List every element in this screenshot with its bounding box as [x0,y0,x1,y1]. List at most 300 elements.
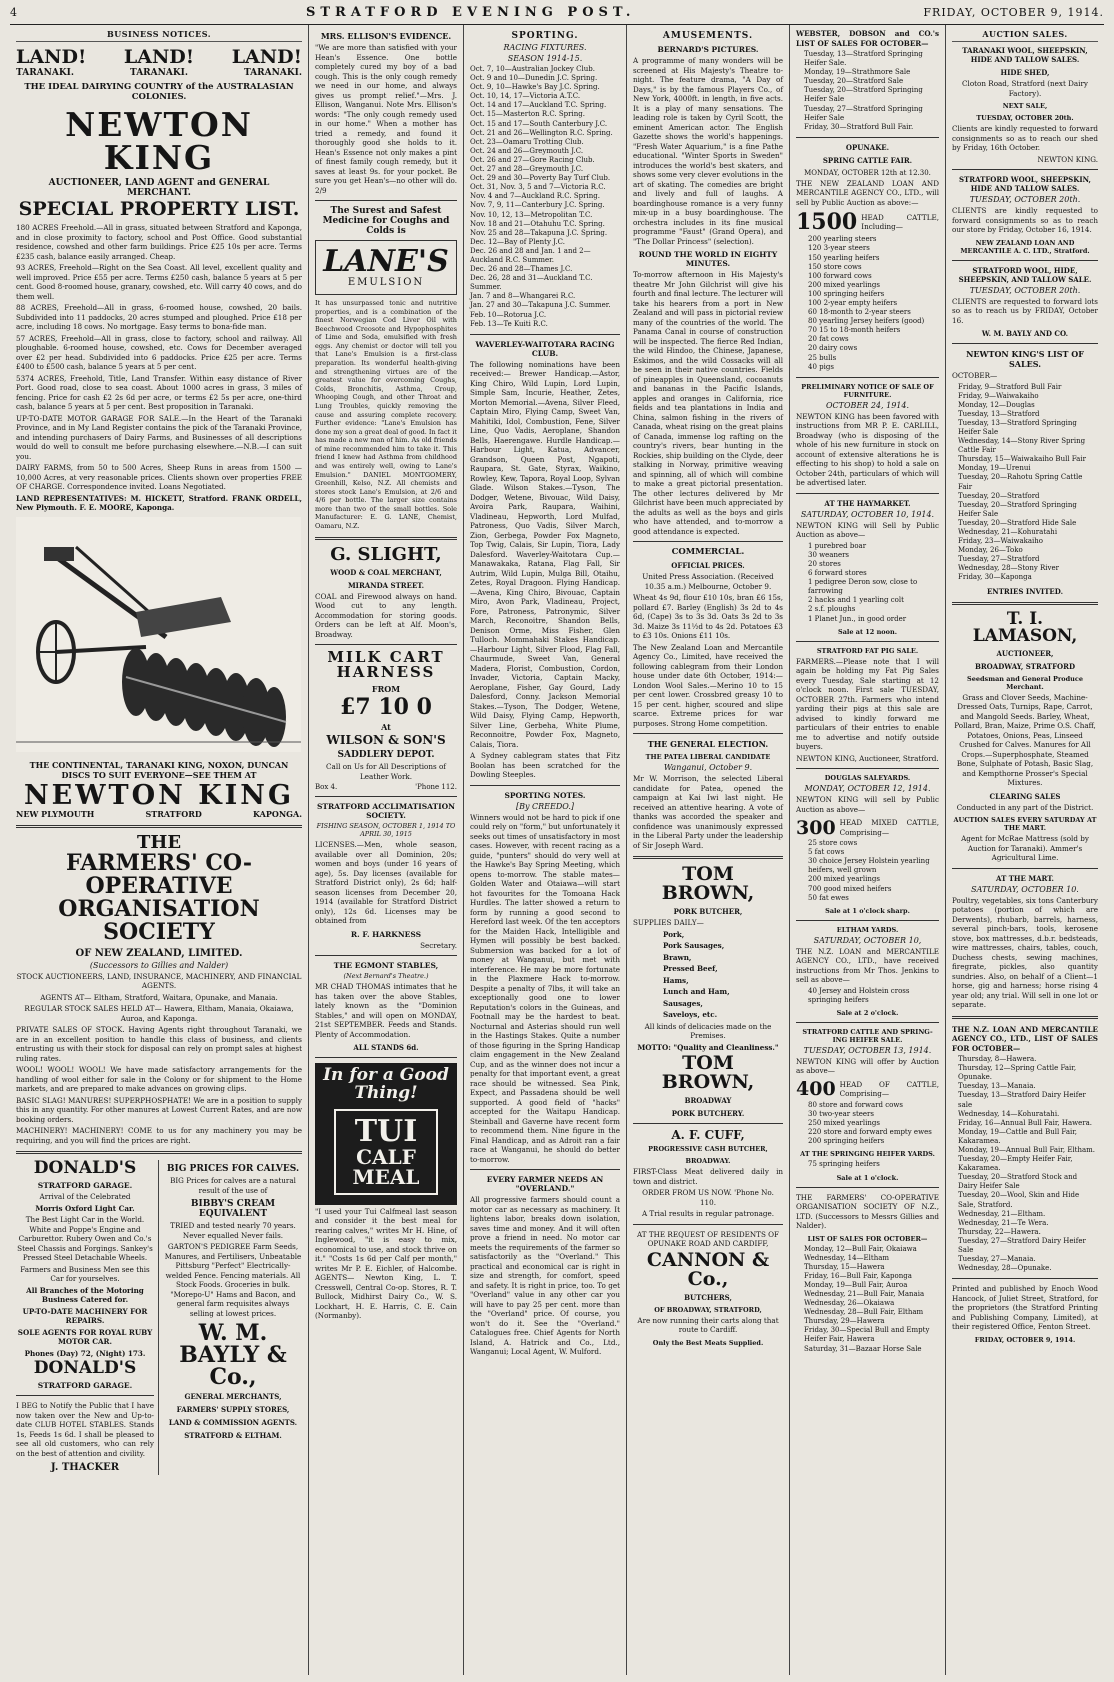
ww-title: WAVERLEY-WAITOTARA RACING CLUB. [475,339,615,358]
nk-item: Tuesday, 20—Stratford Hide Sale [958,518,1077,527]
hay-item: 30 weaners [808,550,850,559]
divider [633,1224,783,1225]
cattle-item: 200 mixed yearlings [808,280,880,289]
fixture-item: Nov. 10, 12, 13—Metropolitan T.C. [470,210,593,219]
property-item: UP-TO-DATE MOTOR GARAGE FOR SALE.—In the Heart of the Taranaki Province, and in My Land Register contains the pick of the Taranaki Province, and intending purchasers of Dairy Farms, and Businesses of all descriptions would do well to consult me before purchasing elsewhere.—N.B.—I can suit you. [16,413,302,461]
column-4 [627,25,790,1675]
fco-title: LIST OF SALES FOR OCTOBER— [807,1234,928,1243]
patea-place: Wanganui, October 9. [663,763,753,772]
bayly-line: FARMERS' SUPPLY STORES, [176,1405,290,1415]
upa-line: United Press Association. (Received 10.35 a.m.) Melbourne, October 9. [642,572,774,591]
shy-item: 75 springing heifers [808,1160,880,1169]
fixture-item: Nov. 7, 9, 11—Canterbury J.C. Spring. [470,201,605,210]
eltham-title: ELTHAM YARDS. [836,925,899,934]
fco-item: Friday, 16—Bull Fair, Kaponga [804,1271,912,1280]
divider [315,200,457,201]
notes-text: Winners would not be hard to pick if one could rely on "form," but unfortunately it seeks out times of unsatisfactory in most cases. However, with recent racing as a guide, "punters" should do very well at the Hawke's Bay Spring Meeting, which opens to-morrow. The stable mates—Golden Water and Otaiawa—will start hot favourites for the Tomoana Hack Hurdles. The latter showed a return to form by running a good second to Hereford last week. Of the ten acceptors for the Maiden Hack, Intelligible and Hymen will possibly be best backed. Submersion was backed for a lot of money at Wanganui, but met with interference. He may be more fortunate in the Plaxmere Hack to-morrow. Despite a penalty of 7lbs, it will take an exceptionally good one to lower Reputation's colors in the Guineas, and Footnall may be the hardest to beat. Nocturnal and Asterias should run well in the Hastings Stakes. Quite a number of those figuring in the Spring Handicap claim engagement in the New Zealand Cup, and as the winner does not incur a penalty for that important event, a great race should be witnessed. Sea Pink, Expect, and Passadena should be well supported. A good field of "hacks" accepted for the Waitapu Handicap. Steinball and Gaverne have recent form to recommend them. Nine figure in the Final Handicap, and as Adroit ran a fair race at Wanganui, he should do better to-morrow. [470,812,620,1164]
nzlm-text: THE NEW ZEALAND LOAN AND MERCANTILE AGENCY CO., LTD., will sell by Public Auction as above:— [796,178,939,207]
town-stratford: STRATFORD [145,808,202,819]
shy-title: AT THE SPRINGING HEIFER YARDS. [800,1150,935,1159]
bayly-line: STRATFORD & ELTHAM. [184,1431,282,1441]
nzl-item: Thursday, 22—Hawera. [958,1227,1041,1236]
taranaki-word-3: TARANAKI. [243,68,302,78]
fixture-item: Dec. 26 and 28—Thames J.C. [470,265,573,274]
hay-item: 1 Planet Jun., in good order [808,614,907,623]
prelim-title: PRELIMINARY NOTICE OF SALE OF FURNITURE. [801,382,934,399]
lamason-trade: Seedsman and General Produce Merchant. [967,674,1083,691]
lanes-logo [315,240,457,295]
oct-24: OCTOBER 24, 1914. [825,400,910,410]
amusements-title: AMUSEMENTS. [662,31,754,41]
cattle-number: 1500 [796,209,858,236]
tui-text: "I used your Tui Calfmeal last season and consider it the best meal for rearing calves," writes Mr H. Hine, of Inglewood, "it is easy to mix, economical to use, and stock thrive on it." "Costs 1s 6d per Calf per month," writes Mr P. E. Eichler, of Halcombe. AGENTS— Newton King, L. T. Cresswell, Central Co-op. Stores, R. T. Bullock, Midhirst Dairy Co., W. S. Lockhart, H. E. Harris, C. E. Cain (Normanby). [315,1206,457,1321]
property-list [16,223,302,513]
cattle-head: HEAD CATTLE, Including— [861,212,939,232]
milk-contact [315,783,457,791]
patea-title: THE PATEA LIBERAL CANDIDATE [645,753,771,761]
lanes-name: LANE'S [323,244,449,279]
douglas-number: 300 [796,816,836,839]
sccf-item: 200 springing heifers [808,1137,885,1146]
nzl-item: Tuesday, 13—Stratford Dairy Heifer sale [958,1091,1086,1109]
tui-ad [315,1063,457,1205]
cattle-heading [796,209,939,235]
divider [796,1022,939,1023]
sydney-cable: A Sydney cablegram states that Fitz Boolan has been scratched for the Dowling Steeples. [470,751,620,780]
tom-item: Hams, [663,975,689,985]
divider [952,868,1098,869]
douglas-item: 5 fat cows [808,848,845,857]
world-title: ROUND THE WORLD IN EIGHTY MINUTES. [638,250,778,268]
disc-towns [16,809,302,819]
fixture-item: Oct. 10, 14, 17—Victoria A.T.C. [470,92,581,101]
nk-item: Monday, 19—Urenui [958,464,1031,473]
tom-item: Pork, [663,929,685,939]
nzl-item: Tuesday, 27—Manaia. [958,1255,1036,1264]
prelim-text: NEWTON KING has been favored with instructions from MR P. E. CARLILL, Broadway (who is disposing of the whole of his new furniture in stock on account of extensive alterations he is effecting to his shop) to hold a sale on October 24th, particulars of which will be advertised later. [796,411,939,488]
nzl-item: Friday, 16—Annual Bull Fair, Hawera. [958,1118,1093,1127]
bayly-line: LAND & COMMISSION AGENTS. [168,1418,298,1428]
milk-line: MILK CART [327,648,445,667]
patea-text: Mr W. Morrison, the selected Liberal candidate for Patea, opened the campaign at Kai Iwi last night. He received an attentive hearing. A vote of thanks was accorded the speaker and confidence was unanimously expressed in the Liberal Party under the leadership of Sir Joseph Ward. [633,774,783,850]
nk-item: Wednesday, 21—Kohuratahi [958,528,1058,536]
fixture-item: Nov. 25 and 28—Takapuna J.C. Spring. [470,228,608,237]
fatpig-sign: NEWTON KING, Auctioneer, Stratford. [796,753,939,763]
mon-12: MONDAY, OCTOBER 12, 1914. [804,784,931,794]
town-new-plymouth: NEW PLYMOUTH [16,808,95,819]
divider [796,768,939,769]
imprint: Printed and published by Enoch Wood Hancock, of Juliet Street, Stratford, for the proprietors (the Stratford Printing and Publishing Company, Limited), at their registered Office, Fenton Street. [952,1284,1098,1332]
tom-item: Pork Sausages, [663,941,725,950]
donalds-line: UP-TO-DATE MACHINERY FOR REPAIRS. [22,1306,148,1326]
cattle-item: 100 springing heifers [808,289,885,298]
fco-item: Saturday, 31—Bazaar Horse Sale [804,1344,922,1353]
fixtures-list [470,65,620,329]
tom-items [633,930,783,1020]
sw-date: TUESDAY, OCTOBER 20th. [969,195,1081,204]
calves-line: BIG Prices for calves are a natural result of the use of [170,1176,296,1195]
fco-text: THE FARMERS' CO-OPERATIVE ORGANISATION SOCIETY OF N.Z., LTD. (Successors to Messrs Gillies and Nalder). [796,1192,939,1230]
auctioneer-line: AUCTIONEER, LAND AGENT and GENERAL MERCHANT. [48,178,270,198]
slight-sub: WOOD & COAL MERCHANT, [330,567,442,577]
tom-supplies: SUPPLIES DAILY— [633,918,704,927]
hay-item: 1 pedigree Deron sow, close to farrowing [808,578,918,596]
nk-item: Friday, 9—Stratford Bull Fair [958,382,1062,391]
cattle-item: 60 18-month to 2-year steers [808,308,911,317]
lamason-name: T. I. LAMASON, [972,608,1078,646]
douglas-item: 25 store cows [808,839,858,848]
nk-item: Wednesday, 14—Stony River Spring Cattle Fair [958,437,1086,455]
hay-item: 2 hacks and 1 yearling colt [808,596,904,605]
town-kaponga: KAPONGA. [253,808,302,819]
hay-time: Sale at 12 noon. [838,627,897,636]
divider [633,856,783,859]
fixture-item: Feb. 10—Rotorua J.C. [470,310,547,319]
tui-banner: In for a Good Thing! [323,1065,449,1103]
douglas-item: 50 fat ewes [808,893,849,902]
milk-line: FROM [371,684,401,695]
divider [470,1169,620,1170]
hay-item: 1 purebred boar [808,541,867,550]
nk-item: Friday, 30—Kaponga [958,573,1032,582]
donalds-ad [16,1160,159,1475]
fco-item: Wednesday, 28—Bull Fair, Eltham [804,1308,924,1317]
accl-text: LICENSES.—Men, whole season, available over all Dominion, 20s; women and boys (under 16 years of age), 5s. Day licenses (available for Stratford District only), 2s 6d; half-season licenses from December 20, 1914 (available for Stratford District only), 12s 6d. Licenses may be obtained from [315,840,457,926]
swh-text: CLIENTS are requested to forward lots so as to reach us by FRIDAY, October 16. [952,296,1098,325]
douglas-heading [796,816,939,839]
nzl-item: Wednesday, 21—Te Wera. [958,1218,1049,1227]
tom-item: Brawn, [663,952,692,962]
ellison-title: MRS. ELLISON'S EVIDENCE. [320,31,452,41]
egmont-title: THE EGMONT STABLES, [333,961,439,971]
special-property-list: SPECIAL PROPERTY LIST. [18,198,300,220]
cannon-sub: BUTCHERS, [684,1292,732,1302]
mart-title: AT THE MART. [996,873,1054,883]
nk-item: Monday, 12—Douglas [958,400,1035,409]
thacker-sign: J. THACKER [50,1462,120,1474]
property-item: 180 ACRES Freehold.—All in grass, situated between Stratford and Kaponga, and in close proximity to factory, school and Post Office. Good substantial residence, cowshed and other farm buildings. Price £25 10s per acre. Terms £235 cash, balance easily arranged. Cheap. [16,223,302,261]
mart-text: Poultry, vegetables, six tons Canterbury potatoes (portion of which are Derwents), rhubarb, barrels, harness, several pinch-bars, tools, kerosene stove, box mattresses, d.b.r. bedsteads, wire mattresses, chairs, tables, couch, Duchess chests, sewing machines, firegrate, pickles, also quantity sundries. Also, on behalf of a Client—1 horse, gig and harness; horse rising 4 year old; any trial. Will sell in one lot or separate. [952,895,1098,1010]
accl-sign: R. F. HARKNESS [350,929,422,939]
coop-text: AGENTS AT— Eltham, Stratford, Waitara, Opunake, and Manaia. [40,992,278,1002]
fco-item: Wednesday, 26—Okaiawa [804,1299,895,1308]
overland-text: All progressive farmers should count a motor car as necessary as machinery. It lightens labor, breaks down isolation, saves time and money. And it will often prove a friend in need. No motor car meets the requirements of the farmer so satisfactorily as the "Overland." This practical and economical car is right in size and strength, for comfort, speed and safety. It is right in price, too. To get "Overland" value in any other car you will have to pay 25 per cent. more than the "Overland" price. Of course, you won't do it. See the "Overland." Catalogues free. Chief Agents for North Island, A. Hatrick and Co., Ltd., Wanganui; Local Agent, W. Mulford. [470,1195,620,1357]
commercial-title: COMMERCIAL. [671,547,745,557]
column-1 [10,25,309,1675]
sccf-item: 80 store and forward cows [808,1100,903,1109]
divider [952,602,1098,605]
coop-the: THE [136,831,182,853]
property-item: DAIRY FARMS, from 50 to 500 Acres, Sheep Runs in areas from 1500 —10,000 Acres, at very reasonable prices. Clients shown over properties FREE OF CHARGE. Correspondence invited. Loans Negotiated. [16,463,302,491]
cuff-broadway: BROADWAY. [685,1157,731,1165]
fco-item: Thursday, 15—Hawera [804,1262,885,1271]
bernard-title: BERNARD'S PICTURES. [657,45,759,54]
hay-text: NEWTON KING will Sell by Public Auction as above— [796,520,939,540]
lanes-sub: EMULSION [347,277,425,288]
masthead [10,0,1104,25]
property-item: 88 ACRES, Freehold—All in grass, 6-roomed house, cowshed, 20 bails. Subdivided into 11 paddocks, 20 acres stumped and ploughed. Price £18 per acre, including 18 cows. No mortgage. Easy terms to bona-fide man. [16,303,302,331]
lamason-text: Grass and Clover Seeds, Machine-Dressed Oats, Turnips, Rape, Carrot, and Mangold Seeds. Barley, Wheat, Pollard, Bran, Maize, Prime O.S. Chaff, Potatoes, Onions, Peas, Linseed Crushed for Calves. Manures for All Crops.—Superphosphate, Steamed Bone, Sulphate of Potash, Basic Slag, and Kempthorne Prosser's Special Mixtures. [954,692,1096,788]
fixture-item: Jan. 27 and 30—Takapuna J.C. Summer. [470,301,611,310]
cannon-name: CANNON & Co., [646,1248,770,1290]
bibbys-cream: BIBBY'S CREAM EQUIVALENT [190,1199,276,1220]
sccf-item: 220 store and forward empty ewes [808,1128,932,1137]
cattle-item: 20 dairy cows [808,344,858,353]
fatpig-title: STRATFORD FAT PIG SALE. [816,646,919,655]
bayly-line: GENERAL MERCHANTS, [184,1392,282,1402]
coop-nz: OF NEW ZEALAND, LIMITED. [75,947,243,959]
accl-sec: Secretary. [420,940,457,950]
tom-item: Pressed Beef, [663,964,718,973]
divider [315,537,457,540]
cannon-end: Only the Best Meats Supplied. [652,1338,764,1347]
eltham-text: THE N.Z. LOAN and MERCANTILE AGENCY CO., LTD., have received instructions from Mr Thos. Jenkins to sell as above— [796,946,939,985]
nk-list [952,383,1098,583]
divider [633,1123,783,1124]
divider [952,1016,1098,1019]
webster-item: Tuesday, 20—Stratford Sale [804,77,904,86]
milk-box: Box 4. [315,783,338,792]
column-2 [309,25,464,1675]
cuff-text: FIRST-Class Meat delivered daily in town and district. [633,1167,783,1186]
column-3 [464,25,627,1675]
fco-item: Friday, 30—Special Bull and Empty Heifer Fair, Hawera [804,1326,930,1344]
tui-bag [334,1109,438,1195]
eltham-item: 40 Jersey and Holstein cross springing heifers [808,986,910,1004]
fixture-item: Oct. 27 and 28—Greymouth J.C. [470,165,584,174]
fco-item: Monday, 12—Bull Fair, Okaiawa [804,1244,917,1253]
fco-item: Wednesday, 14—Eltham [804,1253,890,1262]
fixture-item: Oct. 9, 10—Hawke's Bay J.C. Spring. [470,83,600,92]
calves-ad [159,1160,302,1475]
nzl-item: Thursday, 12—Spring Cattle Fair, Opunake. [958,1064,1077,1082]
fixture-item: Oct. 23—Oamaru Trotting Club. [470,137,584,146]
milk-call: Call on Us for All Descriptions of Leather Work. [326,762,446,781]
land-representatives: LAND REPRESENTATIVES: M. HICKETT, Stratford. FRANK ORDELL, New Plymouth. F. E. MOORE, Kaponga. [16,493,302,512]
lamason-addr: BROADWAY, STRATFORD [974,661,1076,671]
tue-20: TUESDAY, OCTOBER 20th. [976,114,1074,122]
cannon-broadway: OF BROADWAY, STRATFORD, [654,1305,762,1314]
fco-item: Wednesday, 21—Bull Fair, Manaia [804,1289,925,1298]
fco-item: Thursday, 29—Hawera [804,1317,885,1326]
official-prices: OFFICIAL PRICES. [671,561,745,570]
cuff-order: ORDER FROM US NOW. 'Phone No. 110. [642,1188,774,1207]
sccf-title: STRATFORD CATTLE AND SPRING-ING HEIFER SALE. [802,1027,933,1044]
divider [952,343,1098,344]
nzl-item: Tuesday, 20—Stratford Stock and Dairy Heifer Sale [958,1173,1078,1191]
sat-10: SATURDAY, OCTOBER 10, 1914. [800,509,935,519]
slight-name: G. SLIGHT, [330,543,442,565]
donalds-line: All Branches of the Motoring Business Catered for. [26,1285,144,1305]
divider [16,1151,302,1154]
coop-successors: (Successors to Gillies and Nalder) [89,960,229,970]
wool-sign: NEWTON KING. [1037,154,1098,164]
bayly-firm: W. M. BAYLY & Co., [179,1320,287,1391]
divider [796,920,939,921]
fixture-item: Nov. 4 and 7—Auckland R.C. Spring. [470,192,600,201]
haymarket: AT THE HAYMARKET. [824,498,911,508]
wool-text: Clients are kindly requested to forward consignments so as to reach our shed by Friday, 16th October. [952,124,1098,152]
cattle-item: 150 yearling heifers [808,253,880,262]
donalds-line: SOLE AGENTS FOR ROYAL RUBY MOTOR CAR. [17,1327,153,1347]
accl-season: FISHING SEASON, OCTOBER 1, 1914 TO APRIL 30, 1915 [316,822,456,839]
donalds-line: Farmers and Business Men see this Car for yourselves. [20,1264,150,1284]
hay-item: 6 forward stores [808,569,867,578]
nzloan-text: The New Zealand Loan and Mercantile Agency Co., Limited, have received the following cablegram from their London house under date 6th October, 1914:—London Wool Sales.—Merino 10 to 15 per cent lower. Crossbred greasy 10 to 15 per cent. higher, scoured and slipe scarce. Extreme prices for war purposes. Strong Home competition. [633,642,783,728]
election-title: THE GENERAL ELECTION. [647,739,769,749]
egmont-text: MR CHAD THOMAS intimates that he has taken over the above Stables, lately known as the "Dominion Stables," and will open on MONDAY, 21st SEPTEMBER. Feeds and Stands. Plenty of Accommodation. [315,982,457,1039]
nzl-item: Tuesday, 20—Empty Heifer Fair, Kakaramea. [958,1155,1073,1173]
taranaki-word-1: TARANAKI. [16,68,75,78]
property-item: 57 ACRES, Freehold—All in grass, close to factory, school and railway. All ploughable. 6-roomed house, cowshed, etc. Cows for December averaged over £2 per head. Subdivided into 6 paddocks. Price £25 per acre. Terms £400 to £500 cash, balance 5 years at 5 per cent. [16,333,302,371]
shy-list [796,1160,939,1169]
milk-line: SADDLERY DEPOT. [337,750,435,761]
nk-item: Monday, 26—Toko [958,546,1023,555]
fixture-item: Jan. 7 and 8—Whangarei R.C. [470,292,576,301]
slight-street: MIRANDA STREET. [347,580,425,590]
calves-title: BIG PRICES FOR CALVES. [166,1164,300,1175]
cattle-item: 80 yearling Jersey heifers (good) [808,317,925,326]
cannon-text: Are now running their carts along that route to Cardiff. [637,1315,779,1334]
swh-date: TUESDAY, OCTOBER 20th. [969,285,1081,295]
fixture-item: Oct. 15—Masterton R.C. Spring. [470,110,585,119]
nk-item: Tuesday, 20—Rahotu Spring Cattle Fair [958,473,1083,491]
sw-title: STRATFORD WOOL, SHEEPSKIN, HIDE AND TALLOW SALES. [959,175,1091,193]
nk-list-title: NEWTON KING'S LIST OF SALES. [966,349,1084,369]
eltham-list [796,987,939,1005]
land-word-2: LAND! [123,46,195,68]
hay-item: 2 s.f. ploughs [808,605,856,614]
cattle-item: 25 bulls [808,353,837,362]
cattle-item: 120 3-year steers [808,244,870,253]
divider [952,169,1098,170]
sw-text: CLIENTS are kindly requested to forward consignments so as to reach our store by Friday, October 16, 1914. [952,206,1098,234]
fixture-item: Oct. 24 and 26—Greymouth J.C. [470,146,584,155]
cattle-item: 100 forward cows [808,271,872,280]
divider [952,260,1098,261]
donalds-title-2: DONALD'S [33,1358,137,1379]
douglas-head: HEAD MIXED CATTLE, Comprising— [839,818,939,837]
nzl-item: Tuesday, 27—Stratford Dairy Heifer Sale [958,1236,1086,1255]
milk-phone: 'Phone 112. [415,783,457,792]
nzl-item: Wednesday, 28—Opunake. [958,1264,1052,1273]
shy-time: Sale at 1 o'clock. [836,1173,899,1182]
thacker-notice: I BEG to Notify the Public that I have now taken over the New and Up-to-date CLUB HOTEL STABLES. Stands 1s, Feeds 1s 6d. I shall be pleased to see all old customers, who can rely on the best of attention and civility. [16,1401,154,1458]
prices-text: Wheat 4s 9d, flour £10 10s, bran £6 15s, pollard £7. Barley (English) 3s 2d to 4s 6d, (Cape) 3s to 3s 3d. Oats 3s 2d to 3s 3d. Maize 3s 11½d to 4s 2d. Potatoes £3 to £3 10s. Onions £11 10s. [633,593,783,640]
cattle-item: 200 yearling steers [808,235,877,244]
sccf-number: 400 [796,1078,836,1101]
cuff-name: A. F. CUFF, [671,1128,745,1142]
lanes-intro: The Surest and Safest Medicine for Coughs and Colds is [322,206,450,236]
fixture-item: Oct. 26 and 27—Gore Racing Club. [470,155,595,164]
property-item: 5374 ACRES, Freehold, Title, Land Transfer. Within easy distance of River Port. Good road, close to sea coast. About 1000 acres in grass, 3 miles of fencing. Price for cash £2 2s 6d per acre, or terms £2 5s per acre, one-third cash, balance 5 years at 5 per cent. Best proposition in Taranaki. [16,373,302,411]
nzl-item: Thursday, 8—Hawera. [958,1055,1037,1064]
nk-item: Friday, 9—Waiwakaiho [958,391,1039,400]
clearing-text: Conducted in any part of the District. [956,802,1094,812]
tui-brand: TUI [354,1113,418,1149]
milk-line: WILSON & SON'S [326,733,446,748]
nk-item: Tuesday, 13—Stratford [958,409,1040,418]
fixture-item: Dec. 12—Bay of Plenty J.C. [470,237,565,246]
nk-oct: OCTOBER— [952,371,998,380]
nzl-title: THE N.Z. LOAN AND MERCANTILE AGENCY CO., LTD., LIST OF SALES FOR OCTOBER— [952,1024,1098,1053]
sccf-item: 30 two-year steers [808,1110,874,1119]
divider [315,796,457,797]
tui-brand: CALF [356,1144,416,1169]
opunake: OPUNAKE. [845,142,890,152]
disc-harrow-icon [16,517,301,752]
calves-line: GARTON'S PEDIGREE Farm Seeds, Manures, and Fertilisers, Unbeatable Pittsburg "Perfect" Electrically-welded Fence. Fencing materials. All Stock Foods. Groceries in bulk. "Morepo-U" Hams and Bacon, and general farm requisites always selling at lowest prices. [164,1242,302,1318]
divider [315,1057,457,1058]
season: SEASON 1914-15. [507,54,583,63]
tom-brown: TOM BROWN, [661,863,755,904]
cannon-request: AT THE REQUEST OF RESIDENTS OF OPUNAKE ROAD AND CARDIFF, [636,1229,780,1248]
hide-shed: HIDE SHED, [1000,68,1050,77]
sccf-heading [796,1078,939,1101]
divider [633,541,783,542]
coop-text: STOCK AUCTIONEERS, LAND, INSURANCE, MACHINERY, AND FINANCIAL AGENTS. [16,971,302,991]
webster-item: Tuesday, 27—Stratford Springing Heifer Sale [804,104,923,122]
egmont-stands: ALL STANDS 6d. [353,1043,419,1053]
webster-item: Tuesday, 20—Stratford Springing Heifer Sale [804,86,923,104]
disc-harrow-illustration [16,517,302,756]
column-6 [946,25,1104,1675]
fixture-item: Dec. 26 and 28 and Jan. 1 and 2—Auckland R.C. Summer. [470,246,591,264]
tom-brown-2: TOM BROWN, [661,1052,755,1093]
sccf-list [796,1101,939,1146]
divider [796,641,939,642]
coop-text: WOOL! WOOL! WOOL! We have made satisfactory arrangements for the handling of wool either for sale in the Colony or for shipment to the Home markets, and are prepared to make advances on growing clips. [16,1065,302,1094]
issue-date: FRIDAY, OCTOBER 9, 1914. [923,5,1104,19]
webster-item: Monday, 19—Strathmore Sale [804,68,911,77]
cattle-item: 150 store cows [808,262,862,271]
tue-13: TUESDAY, OCTOBER 13, 1914. [803,1045,932,1055]
divider [633,733,783,734]
webster-item: Friday, 30—Stratford Bull Fair. [804,122,914,131]
lamason-sub: AUCTIONEER, [996,648,1054,658]
wool-title: TARANAKI WOOL, SHEEPSKIN, HIDE AND TALLOW SALES. [962,46,1088,64]
tom-item: Saveloys, etc. [663,1010,718,1019]
land-heading [16,46,302,68]
racing-fixtures: RACING FIXTURES. [503,43,587,52]
cattle-list [796,235,939,371]
tom2-b: PORK BUTCHERY. [671,1109,745,1118]
cuff-trial: A Trial results in regular patronage. [641,1209,775,1218]
nk-item: Tuesday, 27—Stratford [958,555,1040,564]
nk-item: Wednesday, 28—Stony River [958,564,1059,573]
divider [16,825,302,828]
milk-line: HARNESS [336,663,436,682]
tom-sub: PORK BUTCHER, [673,907,743,916]
donalds-line: Arrival of the Celebrated [39,1192,131,1202]
hay-item: 20 stores [808,559,841,568]
hay-list [796,542,939,624]
coop-text: BASIC SLAG! MANURES! SUPERPHOSPHATE! We are in a position to supply this in any quantity. For other manures at Lowest Current Rates, and are now booking orders. [16,1095,302,1124]
property-item: 93 ACRES, Freehold—Right on the Sea Coast. All level, excellent quality and well improved. Price £55 per acre. Terms £250 cash, balance 5 years at 5 per cent. Good 8-roomed house, granary, cowshed, etc. Will carry 40 cows, and do them well. [16,263,303,301]
divider [470,334,620,335]
fco-item: Monday, 19—Bull Fair, Auroa [804,1280,908,1289]
spring-cattle: SPRING CATTLE FAIR. [822,155,913,165]
nzl-item: Wednesday, 21—Eltham. [958,1209,1046,1218]
nzlm-6: NEW ZEALAND LOAN AND MERCANTILE A. C. LTD., Stratford. [960,238,1090,255]
douglas-time: Sale at 1 o'clock sharp. [825,906,910,915]
fatpig-text: FARMERS.—Please note that I will again be holding my Fat Pig Sales every Tuesday, Sale starting at 12 o'clock noon. First sale TUESDAY, OCTOBER 27th. Farmers who intend yarding their pigs at this sale are advised to kindly forward me particulars of their entries to enable me to advertise and notify outside buyers. [796,656,939,752]
divider [796,137,939,138]
notes-title: SPORTING NOTES. [504,790,586,800]
donalds-line: The Best Light Car in the World. White and Poppe's Engine and Carburettor. Rubery Owen and Co.'s Steel Chassis and Forgings. Sankey's Pressed Steel Detachable Wheels. [17,1215,153,1263]
cuff-sub: PROGRESSIVE CASH BUTCHER, [648,1145,768,1153]
ellison-text: "We are more than satisfied with your Hean's Essence. One bottle completely cured my boy of a bad cough. This is the only cough remedy we need in our home, and always gives us prompt relief."—Mrs. J. Ellison, Wanganui. Note Mrs. Ellison's words: "The only cough remedy used in our home." When a mother has tried a remedy, and found it thoroughly good she holds to it. Hean's Essence not only makes a pint of finest family cough remedy, but it saves at least 9s. for your pocket. Be sure you get Hean's—no other will do. 2/9 [315,43,457,195]
